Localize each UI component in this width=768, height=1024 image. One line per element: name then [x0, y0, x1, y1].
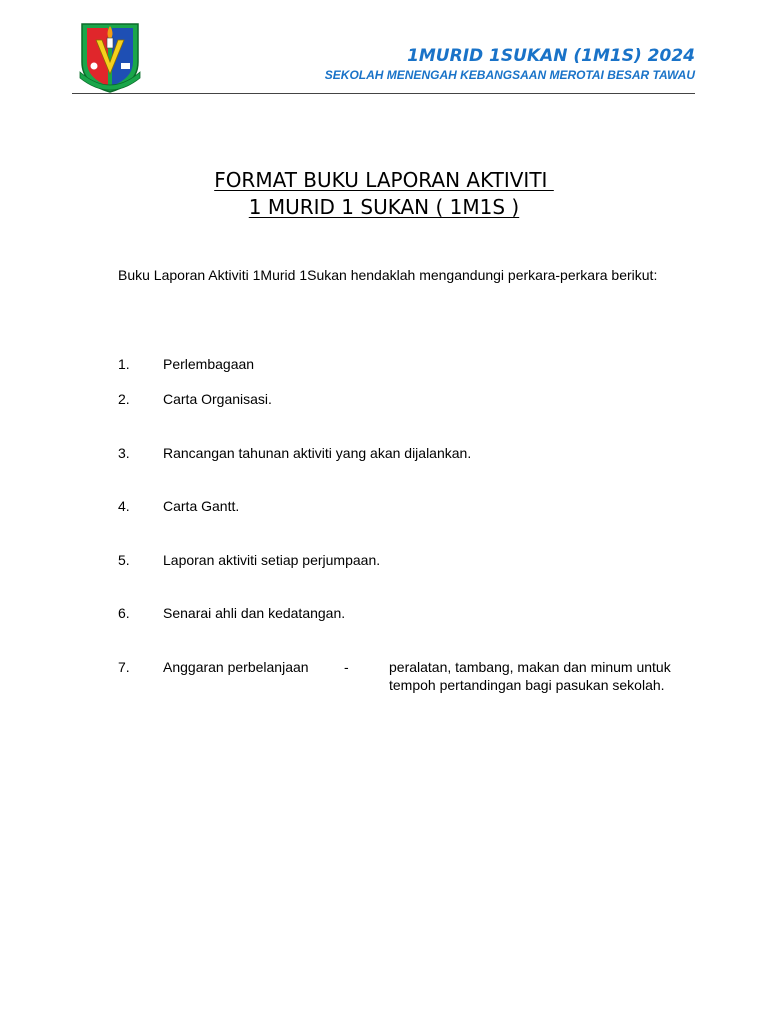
list-item-number: 1. — [118, 356, 130, 372]
list-item-number: 5. — [118, 552, 130, 568]
list-item-number: 7. — [118, 659, 130, 675]
list-item-number: 2. — [118, 391, 130, 407]
list-item-text: Carta Gantt. — [163, 498, 240, 514]
list-item-number: 3. — [118, 445, 130, 461]
list-item-text: Carta Organisasi. — [163, 391, 272, 407]
header-divider — [72, 93, 695, 94]
list-item-text: Rancangan tahunan aktiviti yang akan dijalankan. — [163, 445, 472, 461]
document-title-line-2: 1 MURID 1 SUKAN ( 1M1S ) — [248, 195, 520, 219]
list-item-dash: - — [344, 659, 349, 675]
school-crest-icon — [76, 18, 144, 94]
list-item-number: 6. — [118, 605, 130, 621]
list-item-text: Perlembagaan — [163, 356, 255, 372]
header-title: 1MURID 1SUKAN (1M1S) 2024 — [407, 46, 695, 66]
list-item-description: peralatan, tambang, makan dan minum untuk tempoh pertandingan bagi pasukan sekolah. — [389, 659, 671, 693]
list-item-text: Senarai ahli dan kedatangan. — [163, 605, 346, 621]
intro-paragraph: Buku Laporan Aktiviti 1Murid 1Sukan hendaklah mengandungi perkara-perkara berikut: — [118, 267, 658, 283]
list-item-text: Laporan aktiviti setiap perjumpaan. — [163, 552, 381, 568]
document-title-line-1: FORMAT BUKU LAPORAN AKTIVITI — [214, 168, 554, 192]
header-subtitle: SEKOLAH MENENGAH KEBANGSAAN MEROTAI BESAR TAWAU — [324, 68, 695, 82]
list-item-number: 4. — [118, 498, 130, 514]
list-item-text: Anggaran perbelanjaan — [163, 659, 309, 675]
